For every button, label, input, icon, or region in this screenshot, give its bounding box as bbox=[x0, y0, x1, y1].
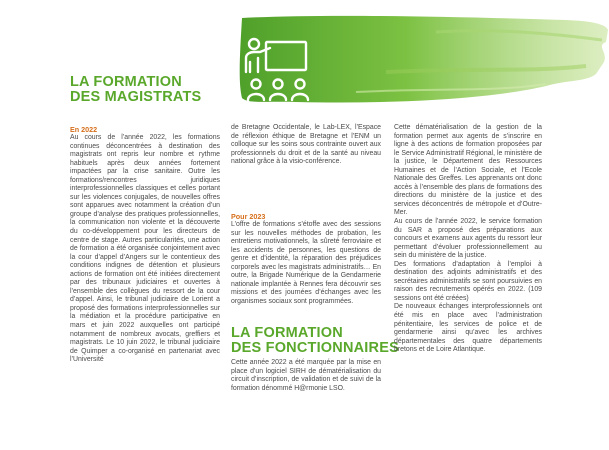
teacher-presentation-icon bbox=[240, 28, 320, 108]
title-line: DES FONCTIONNAIRES bbox=[231, 340, 399, 356]
fonctionnaires-paragraph: Au cours de l’année 2022, le service formation du SAR a proposé des préparations aux concours et examens aux agents du ressort leur permettant d’évoluer professionnellement au sein du ministère de la justice. bbox=[394, 218, 542, 260]
audience-icon bbox=[248, 80, 308, 101]
fonctionnaires-intro-paragraph: Cette année 2022 a été marquée par la mise en place d’un logiciel SIRH de dématérialisation du circuit d’inscription, de validation et de suivi de la formation dénommé H@rmonie LSO. bbox=[231, 359, 381, 392]
title-line: LA FORMATION bbox=[70, 74, 182, 90]
fonctionnaires-title bbox=[231, 326, 399, 356]
magistrats-title bbox=[70, 75, 201, 105]
title-line: LA FORMATION bbox=[231, 325, 343, 341]
fonctionnaires-column bbox=[394, 124, 542, 355]
magistrats-2022-paragraph: Au cours de l’année 2022, les formations continues déconcentrées à destination des magistrats ont repris leur nombre et rythme habituels après deux années fortement impactées par la crise sanitaire. Outre les formations/rencontres juridiques interprofessionnelles classiques et celles portant sur les violences conjugales, de nouvelles offres sont apparues avec notamment la création d’un groupe d’analyse des pratiques professionnelles, la communication non violente et la découverte du co-développement pour les directeurs de centre de stage. Autres particularités, une action de formation a été organisée conjointement avec la cour d’appel d’Angers sur le contentieux des conditions indignes de détention et plusieurs actions de formation ont été initiées directement par des tribunaux judiciaires et ouvertes à l’ensemble des collègues du ressort de la cour d’appel. Ainsi, le tribunal judiciaire de Lorient a proposé des formations interprofessionnelles sur la médiation et la procédure participative en mars et juin 2022 auxquelles ont participé notamment de nombreux avocats, greffiers et magistrats. Le 10 juin 2022, le tribunal judiciaire de Quimper a co-organisé en partenariat avec l’Université bbox=[70, 134, 220, 364]
fonctionnaires-paragraph: Des formations d’adaptation à l’emploi à destination des adjoints administratifs et des secrétaires administratifs se sont poursuivies en raison des recrutements opérés en 2022. (109 sessions ont été créées) bbox=[394, 260, 542, 302]
title-line: DES MAGISTRATS bbox=[70, 89, 202, 105]
magistrats-2023-paragraph: L’offre de formations s’étoffe avec des sessions sur les nouvelles méthodes de probation, les entretiens motivationnels, la sûreté ferroviaire et les accidents de personnes, les questions de genre et d’identité, la réparation des préjudices corporels avec les magistrats administratifs… En outre, la Brigade Numérique de la Gendarmerie nationale implantée à Rennes fera découvrir ses missions et des journées d’échanges avec les organismes sociaux sont programmées. bbox=[231, 221, 381, 305]
fonctionnaires-paragraph: De nouveaux échanges interprofessionnels ont été mis en place avec l’administration pénitentiaire, les services de police et de gendarmerie ainsi qu’avec les archives départementales des quatre départements bretons et de Loire Atlantique. bbox=[394, 303, 542, 354]
magistrats-2022-continued: de Bretagne Occidentale, le Lab-LEX, l’Espace de réflexion éthique de Bretagne et l’ENM un colloque sur les soins sous contrainte ouvert aux professionnels du droit et de la santé au niveau national grâce à la visio-conférence. bbox=[231, 124, 381, 166]
subheading-2023: Pour 2023 bbox=[231, 212, 266, 221]
fonctionnaires-paragraph: Cette dématérialisation de la gestion de la formation permet aux agents de s’inscrire en ligne à des actions de formation proposées par le Service Administratif Régional, le ministère de la justice, le Département des Ressources Humaines et de l’Action Sociale, et l’Ecole Nationale des Greffes. Les apprenants ont donc accès à l’ensemble des plans de formations des directions du ministère de la justice et des services déconcentrés de métropole et d’Outre-Mer. bbox=[394, 124, 542, 217]
subheading-2022: En 2022 bbox=[70, 125, 98, 134]
